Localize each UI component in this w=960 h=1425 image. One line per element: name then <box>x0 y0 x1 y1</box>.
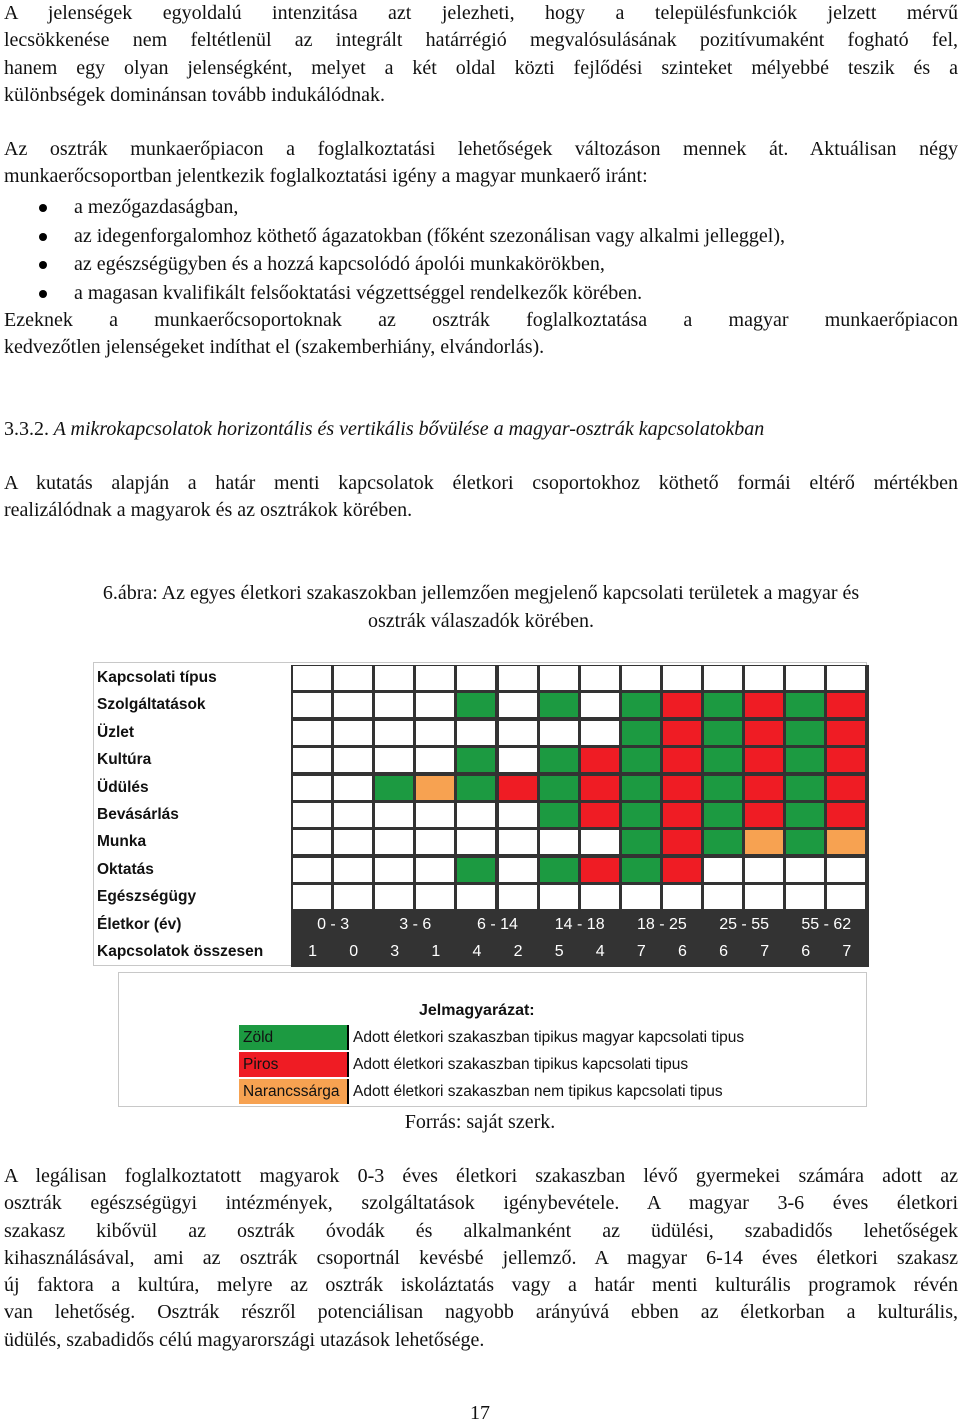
table-cell <box>663 721 701 745</box>
table-total-label: Kapcsolatok összesen <box>97 943 264 960</box>
table-age-group: 14 - 18 <box>540 912 620 937</box>
intro-line: lecsökkenése nem feltétlenül az integrált határrégió megvalósulásának pozitívumaként fogható fel, <box>4 29 958 52</box>
bullet-dot-icon <box>39 233 47 241</box>
table-cell <box>416 748 454 772</box>
closing-line: A legálisan foglalkoztatott magyarok 0-3 éves életkori szakaszban lévő gyermekei számára adott az <box>4 1165 958 1187</box>
closing-line: szakasz kibővül az osztrák óvodák és alkalmanként az üdülési, szabadidős lehetőségek <box>4 1219 958 1242</box>
table-cell <box>416 885 454 909</box>
table-cell <box>786 858 824 882</box>
table-cell <box>704 830 742 854</box>
table-cell <box>293 858 331 882</box>
table-cell <box>499 803 537 827</box>
table-cell <box>745 803 783 827</box>
table-cell <box>457 830 495 854</box>
table-cell <box>622 885 660 909</box>
table-cell <box>293 666 331 690</box>
bullet-text: a mezőgazdaságban, <box>74 196 239 218</box>
closing-line: osztrák egészségügyi intézmények, szolgáltatások igénybevétele. A magyar 3-6 éves életkori <box>4 1192 958 1215</box>
table-cell <box>499 666 537 690</box>
table-cell <box>663 885 701 909</box>
intro-line: A jelenségek egyoldalú intenzitása azt jelezheti, hogy a településfunkciók jelzett mérvű <box>4 2 958 24</box>
legend-key-orange: Narancssárga <box>239 1079 363 1104</box>
table-cell <box>622 721 660 745</box>
table-cell <box>622 830 660 854</box>
table-cell <box>540 693 578 717</box>
table-cell <box>663 776 701 800</box>
table-row-label: Oktatás <box>97 860 154 878</box>
table-cell <box>457 858 495 882</box>
table-cell <box>704 748 742 772</box>
table-cell <box>581 693 619 717</box>
table-cell <box>540 830 578 854</box>
intro-line: különbségek dominánsan tovább indukálódnak. <box>4 83 386 106</box>
table-cell <box>827 721 865 745</box>
intro-line: hanem egy olyan jelenségként, melyet a két oldal közti fejlődési szinteket mélyebbé teszik és a <box>4 56 958 79</box>
table-cell <box>540 803 578 827</box>
table-header-label: Kapcsolati típus <box>97 669 217 686</box>
table-cell <box>622 803 660 827</box>
table-cell <box>334 885 372 909</box>
table-cell <box>334 858 372 882</box>
figure-caption-line: osztrák válaszadók körében. <box>367 609 594 632</box>
table-cell <box>334 830 372 854</box>
table-cell <box>334 748 372 772</box>
legend-title: Jelmagyarázat: <box>419 1002 535 1019</box>
closing-line: van lehetőség. Osztrák részről potenciálisan nagyobb arányúvá ebben az életkorban a kulturális, <box>4 1301 958 1324</box>
table-total-value: 1 <box>416 939 455 964</box>
table-cell <box>581 858 619 882</box>
table-cell <box>375 803 413 827</box>
employment-bullet-list <box>4 193 958 308</box>
table-cell <box>581 721 619 745</box>
table-total-value: 3 <box>375 939 414 964</box>
table-cell <box>375 830 413 854</box>
bullet-dot-icon <box>39 261 47 269</box>
table-age-group: 18 - 25 <box>622 912 702 937</box>
table-total-value: 5 <box>540 939 579 964</box>
table-cell <box>745 776 783 800</box>
closing-paragraph <box>4 1163 958 1354</box>
table-cell <box>663 830 701 854</box>
table-cell <box>786 885 824 909</box>
table-cell <box>499 748 537 772</box>
table-cell <box>663 748 701 772</box>
labor-paragraph <box>4 136 958 191</box>
table-cell <box>334 666 372 690</box>
table-cell <box>499 693 537 717</box>
table-cell <box>827 776 865 800</box>
table-cell <box>540 885 578 909</box>
table-cell <box>457 803 495 827</box>
table-cell <box>745 666 783 690</box>
table-cell <box>375 748 413 772</box>
table-cell <box>499 858 537 882</box>
closing-line: új faktora a kultúra, melyre az osztrák iskoláztatás vagy a határ menti kulturális programok révén <box>4 1274 958 1297</box>
table-cell <box>704 721 742 745</box>
table-cell <box>334 803 372 827</box>
table-cell <box>334 693 372 717</box>
legend-description: Adott életkori szakaszban tipikus kapcsolati tipus <box>347 1052 833 1077</box>
table-cell <box>786 721 824 745</box>
table-row-label: Bevásárlás <box>97 806 179 823</box>
labor-line: Az osztrák munkaerőpiacon a foglalkoztatási lehetőségek változáson mennek át. Aktuálisan négy <box>4 138 958 160</box>
table-cell <box>293 776 331 800</box>
table-cell <box>499 830 537 854</box>
table-cell <box>745 858 783 882</box>
table-age-group: 0 - 3 <box>293 912 373 937</box>
table-total-value: 4 <box>457 939 496 964</box>
table-cell <box>786 776 824 800</box>
table-cell <box>457 885 495 909</box>
section-number: 3.3.2. <box>4 418 49 440</box>
table-cell <box>581 803 619 827</box>
table-age-group: 3 - 6 <box>375 912 455 937</box>
table-cell <box>375 666 413 690</box>
table-cell <box>499 776 537 800</box>
table-cell <box>622 693 660 717</box>
table-cell <box>499 885 537 909</box>
bullet-text: a magasan kvalifikált felsőoktatási végzettséggel rendelkezők körében. <box>74 282 643 305</box>
table-total-value: 1 <box>293 939 332 964</box>
research-paragraph <box>4 470 958 525</box>
table-cell <box>416 803 454 827</box>
table-age-group: 55 - 62 <box>786 912 866 937</box>
legend-key-red: Piros <box>239 1052 363 1077</box>
table-age-group: 6 - 14 <box>457 912 537 937</box>
closing-line: kihasználásával, ami az osztrák csoportnál kevésbé jellemző. A magyar 6-14 éves életkori szakasz <box>4 1246 958 1269</box>
table-cell <box>622 748 660 772</box>
table-cell <box>704 803 742 827</box>
bullet-dot-icon <box>39 290 47 298</box>
table-cell <box>540 776 578 800</box>
table-cell <box>786 803 824 827</box>
table-age-group: 25 - 55 <box>704 912 784 937</box>
table-cell <box>416 858 454 882</box>
table-cell <box>745 830 783 854</box>
page-number: 17 <box>470 1402 490 1424</box>
research-line: realizálódnak a magyarok és az osztrákok körében. <box>4 499 413 522</box>
table-row-label: Munka <box>97 833 147 851</box>
table-cell <box>416 693 454 717</box>
table-cell <box>499 721 537 745</box>
table-cell <box>581 885 619 909</box>
table-cell <box>745 693 783 717</box>
table-cell <box>786 693 824 717</box>
contact-type-table <box>93 662 867 966</box>
after-bullets-paragraph <box>4 307 958 362</box>
table-cell <box>457 721 495 745</box>
table-cell <box>540 858 578 882</box>
table-cell <box>540 748 578 772</box>
table-row-label: Kultúra <box>97 751 152 769</box>
table-row-label: Üdülés <box>97 778 149 796</box>
table-total-value: 6 <box>704 939 743 964</box>
table-row-label: Üzlet <box>97 723 135 741</box>
after-bullets-line: Ezeknek a munkaerőcsoportoknak az osztrák foglalkoztatása a magyar munkaerőpiacon <box>4 309 958 331</box>
figure-caption <box>4 580 958 635</box>
table-cell <box>375 776 413 800</box>
table-cell <box>581 776 619 800</box>
table-total-value: 7 <box>827 939 866 964</box>
table-cell <box>704 885 742 909</box>
intro-paragraph <box>4 0 958 109</box>
table-cell <box>827 803 865 827</box>
table-cell <box>457 693 495 717</box>
table-cell <box>745 721 783 745</box>
table-cell <box>622 776 660 800</box>
table-cell <box>581 748 619 772</box>
table-cell <box>786 830 824 854</box>
table-cell <box>827 693 865 717</box>
figure-source: Forrás: saját szerk. <box>404 1111 556 1133</box>
table-cell <box>622 858 660 882</box>
table-grid <box>94 663 866 965</box>
table-total-value: 6 <box>663 939 702 964</box>
legend-description: Adott életkori szakaszban nem tipikus kapcsolati tipus <box>347 1079 833 1104</box>
bullet-dot-icon <box>39 204 47 212</box>
table-cell <box>416 776 454 800</box>
table-cell <box>375 885 413 909</box>
table-cell <box>293 693 331 717</box>
table-cell <box>704 858 742 882</box>
table-cell <box>827 885 865 909</box>
section-title: A mikrokapcsolatok horizontális és vertikális bővülése a magyar-osztrák kapcsolatokban <box>53 418 765 440</box>
bullet-item <box>4 222 958 251</box>
research-line: A kutatás alapján a határ menti kapcsolatok életkori csoportokhoz köthető formái eltérő mértékben <box>4 472 958 494</box>
table-cell <box>540 666 578 690</box>
table-cell <box>581 830 619 854</box>
bullet-text: az idegenforgalomhoz köthető ágazatokban (főként szezonálisan vagy alkalmi jelleggel), <box>74 224 786 247</box>
bullet-text: az egészségügyben és a hozzá kapcsolódó ápolói munkakörökben, <box>74 253 605 276</box>
table-cell <box>786 748 824 772</box>
table-cell <box>457 666 495 690</box>
table-cell <box>622 666 660 690</box>
legend-description: Adott életkori szakaszban tipikus magyar kapcsolati tipus <box>347 1025 833 1050</box>
bullet-item <box>4 250 958 279</box>
legend-key-green: Zöld <box>239 1025 363 1050</box>
table-cell <box>457 748 495 772</box>
table-cell <box>416 830 454 854</box>
table-total-value: 6 <box>786 939 825 964</box>
table-cell <box>745 748 783 772</box>
table-cell <box>745 885 783 909</box>
table-cell <box>663 803 701 827</box>
table-cell <box>375 858 413 882</box>
table-cell <box>663 693 701 717</box>
bullet-item <box>4 279 958 308</box>
table-total-value: 7 <box>622 939 661 964</box>
table-cell <box>581 666 619 690</box>
figure-caption-line: 6.ábra: Az egyes életkori szakaszokban jellemzően megjelenő kapcsolati területek a magyar és <box>102 582 860 604</box>
table-cell <box>827 858 865 882</box>
table-cell <box>293 830 331 854</box>
table-cell <box>663 666 701 690</box>
table-cell <box>375 721 413 745</box>
table-cell <box>827 666 865 690</box>
bullet-item <box>4 193 958 222</box>
table-cell <box>663 858 701 882</box>
table-cell <box>827 748 865 772</box>
table-cell <box>375 693 413 717</box>
table-cell <box>293 721 331 745</box>
table-cell <box>293 885 331 909</box>
table-total-value: 2 <box>499 939 538 964</box>
table-cell <box>293 748 331 772</box>
section-heading <box>4 415 764 443</box>
table-cell <box>540 721 578 745</box>
table-cell <box>334 721 372 745</box>
closing-line: üdülés, szabadidős célú magyarországi utazások lehetősége. <box>4 1328 485 1351</box>
table-cell <box>293 803 331 827</box>
table-cell <box>704 666 742 690</box>
table-row-label: Egészségügy <box>97 888 197 906</box>
table-age-label: Életkor (év) <box>97 915 182 933</box>
table-total-value: 4 <box>581 939 620 964</box>
table-cell <box>704 693 742 717</box>
legend-box <box>118 972 867 1107</box>
table-cell <box>416 721 454 745</box>
table-cell <box>704 776 742 800</box>
table-cell <box>786 666 824 690</box>
table-total-value: 0 <box>334 939 373 964</box>
labor-line: munkaerőcsoportban jelentkezik foglalkoztatási igény a magyar munkaerő iránt: <box>4 165 648 188</box>
table-cell <box>827 830 865 854</box>
table-cell <box>334 776 372 800</box>
after-bullets-line: kedvezőtlen jelenségeket indíthat el (szakemberhiány, elvándorlás). <box>4 336 545 359</box>
table-cell <box>416 666 454 690</box>
table-total-value: 7 <box>745 939 784 964</box>
table-cell <box>457 776 495 800</box>
table-row-label: Szolgáltatások <box>97 696 206 714</box>
